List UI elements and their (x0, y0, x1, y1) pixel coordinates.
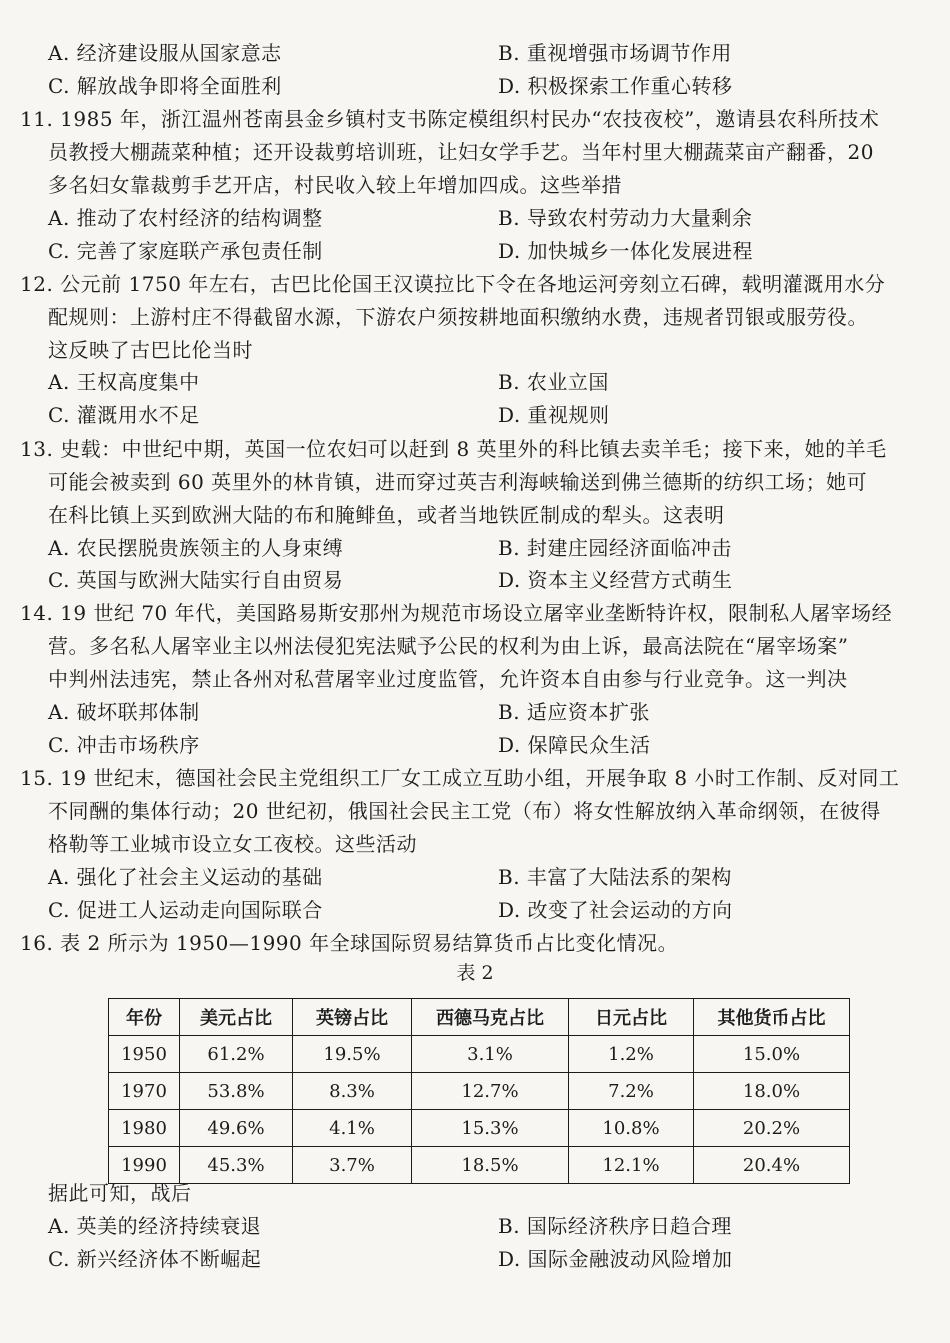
q15-option-a[interactable]: A. 强化了社会主义运动的基础 (48, 865, 323, 889)
cell-dem: 18.5% (412, 1147, 569, 1184)
q13-stem-line-1: 13. 史载：中世纪中期，英国一位农妇可以赶到 8 英里外的科比镇去卖羊毛；接下来，她的羊毛 (20, 437, 887, 461)
header-other: 其他货币占比 (694, 999, 850, 1036)
cell-dem: 12.7% (412, 1073, 569, 1110)
q14-stem-line-1: 14. 19 世纪 70 年代，美国路易斯安那州为规范市场设立屠宰业垄断特许权，限制私人屠宰场经 (20, 601, 893, 625)
q16-option-c[interactable]: C. 新兴经济体不断崛起 (48, 1247, 262, 1271)
q12-option-b[interactable]: B. 农业立国 (498, 370, 609, 394)
cell-usd: 49.6% (180, 1110, 293, 1147)
q13-stem-line-2: 可能会被卖到 60 英里外的林肯镇，进而穿过英吉利海峡输送到佛兰德斯的纺织工场；她可 (48, 470, 868, 494)
table-row (109, 1147, 850, 1184)
table-row (109, 1036, 850, 1073)
q11-option-d[interactable]: D. 加快城乡一体化发展进程 (498, 239, 754, 263)
q14-stem-line-3: 中判州法违宪，禁止各州对私营屠宰业过度监管，允许资本自由参与行业竞争。这一判决 (48, 667, 848, 691)
cell-other: 20.2% (694, 1110, 850, 1147)
q16-option-a[interactable]: A. 英美的经济持续衰退 (48, 1214, 262, 1238)
q12-stem-line-1: 12. 公元前 1750 年左右，古巴比伦国王汉谟拉比下令在各地运河旁刻立石碑，载明灌溉用水分 (20, 272, 886, 296)
header-year: 年份 (109, 999, 180, 1036)
cell-year: 1990 (109, 1147, 180, 1184)
cell-jpy: 7.2% (569, 1073, 694, 1110)
cell-gbp: 4.1% (293, 1110, 412, 1147)
cell-other: 15.0% (694, 1036, 850, 1073)
cell-gbp: 3.7% (293, 1147, 412, 1184)
cell-jpy: 1.2% (569, 1036, 694, 1073)
q12-option-d[interactable]: D. 重视规则 (498, 403, 610, 427)
header-dem: 西德马克占比 (412, 999, 569, 1036)
q14-option-b[interactable]: B. 适应资本扩张 (498, 700, 650, 724)
q14-option-c[interactable]: C. 冲击市场秩序 (48, 733, 200, 757)
header-jpy: 日元占比 (569, 999, 694, 1036)
table-caption: 表 2 (456, 962, 494, 984)
cell-other: 18.0% (694, 1073, 850, 1110)
q15-option-d[interactable]: D. 改变了社会运动的方向 (498, 898, 733, 922)
q12-option-a[interactable]: A. 王权高度集中 (48, 370, 200, 394)
q11-option-c[interactable]: C. 完善了家庭联产承包责任制 (48, 239, 323, 263)
q15-option-c[interactable]: C. 促进工人运动走向国际联合 (48, 898, 323, 922)
q13-option-a[interactable]: A. 农民摆脱贵族领主的人身束缚 (48, 536, 344, 560)
q12-stem-line-3: 这反映了古巴比伦当时 (48, 338, 253, 362)
cell-usd: 53.8% (180, 1073, 293, 1110)
cell-dem: 15.3% (412, 1110, 569, 1147)
q10-option-c[interactable]: C. 解放战争即将全面胜利 (48, 74, 282, 98)
q15-stem-line-3: 格勒等工业城市设立女工夜校。这些活动 (48, 832, 417, 856)
cell-year: 1950 (109, 1036, 180, 1073)
q11-stem-line-1: 11. 1985 年，浙江温州苍南县金乡镇村支书陈定模组织村民办“农技夜校”，邀请县农科所技术 (20, 107, 880, 131)
q15-stem-line-1: 15. 19 世纪末，德国社会民主党组织工厂女工成立互助小组，开展争取 8 小时工作制、反对同工 (20, 766, 900, 790)
q10-option-d[interactable]: D. 积极探索工作重心转移 (498, 74, 733, 98)
q16-stem-line-1: 16. 表 2 所示为 1950—1990 年全球国际贸易结算货币占比变化情况。 (20, 931, 679, 955)
header-usd: 美元占比 (180, 999, 293, 1036)
q13-option-c[interactable]: C. 英国与欧洲大陆实行自由贸易 (48, 568, 344, 592)
q13-option-b[interactable]: B. 封建庄园经济面临冲击 (498, 536, 732, 560)
cell-other: 20.4% (694, 1147, 850, 1184)
currency-share-table (108, 998, 850, 1184)
cell-jpy: 10.8% (569, 1110, 694, 1147)
q11-stem-line-3: 多名妇女靠裁剪手艺开店，村民收入较上年增加四成。这些举措 (48, 173, 622, 197)
cell-usd: 61.2% (180, 1036, 293, 1073)
q11-option-b[interactable]: B. 导致农村劳动力大量剩余 (498, 206, 753, 230)
cell-jpy: 12.1% (569, 1147, 694, 1184)
table-header-row (109, 999, 850, 1036)
q10-option-a[interactable]: A. 经济建设服从国家意志 (48, 41, 282, 65)
q12-stem-line-2: 配规则：上游村庄不得截留水源，下游农户须按耕地面积缴纳水费，违规者罚银或服劳役。 (48, 305, 868, 329)
cell-year: 1970 (109, 1073, 180, 1110)
q11-stem-line-2: 员教授大棚蔬菜种植；还开设裁剪培训班，让妇女学手艺。当年村里大棚蔬菜亩产翻番，20 (48, 140, 874, 164)
cell-dem: 3.1% (412, 1036, 569, 1073)
q12-option-c[interactable]: C. 灌溉用水不足 (48, 403, 200, 427)
q11-option-a[interactable]: A. 推动了农村经济的结构调整 (48, 206, 323, 230)
q13-option-d[interactable]: D. 资本主义经营方式萌生 (498, 568, 733, 592)
q14-option-d[interactable]: D. 保障民众生活 (498, 733, 651, 757)
q14-option-a[interactable]: A. 破坏联邦体制 (48, 700, 200, 724)
q15-option-b[interactable]: B. 丰富了大陆法系的架构 (498, 865, 732, 889)
table-row (109, 1110, 850, 1147)
cell-year: 1980 (109, 1110, 180, 1147)
q13-stem-line-3: 在科比镇上买到欧洲大陆的布和腌鲱鱼，或者当地铁匠制成的犁头。这表明 (48, 503, 725, 527)
cell-gbp: 19.5% (293, 1036, 412, 1073)
table-row (109, 1073, 850, 1110)
q14-stem-line-2: 营。多名私人屠宰业主以州法侵犯宪法赋予公民的权利为由上诉，最高法院在“屠宰场案” (48, 634, 849, 658)
cell-usd: 45.3% (180, 1147, 293, 1184)
q16-question-stem: 据此可知，战后 (48, 1181, 192, 1205)
q15-stem-line-2: 不同酬的集体行动；20 世纪初，俄国社会民主工党（布）将女性解放纳入革命纲领，在彼得 (48, 799, 881, 823)
q10-option-b[interactable]: B. 重视增强市场调节作用 (498, 41, 732, 65)
q16-option-b[interactable]: B. 国际经济秩序日趋合理 (498, 1214, 732, 1238)
header-gbp: 英镑占比 (293, 999, 412, 1036)
q16-option-d[interactable]: D. 国际金融波动风险增加 (498, 1247, 733, 1271)
cell-gbp: 8.3% (293, 1073, 412, 1110)
